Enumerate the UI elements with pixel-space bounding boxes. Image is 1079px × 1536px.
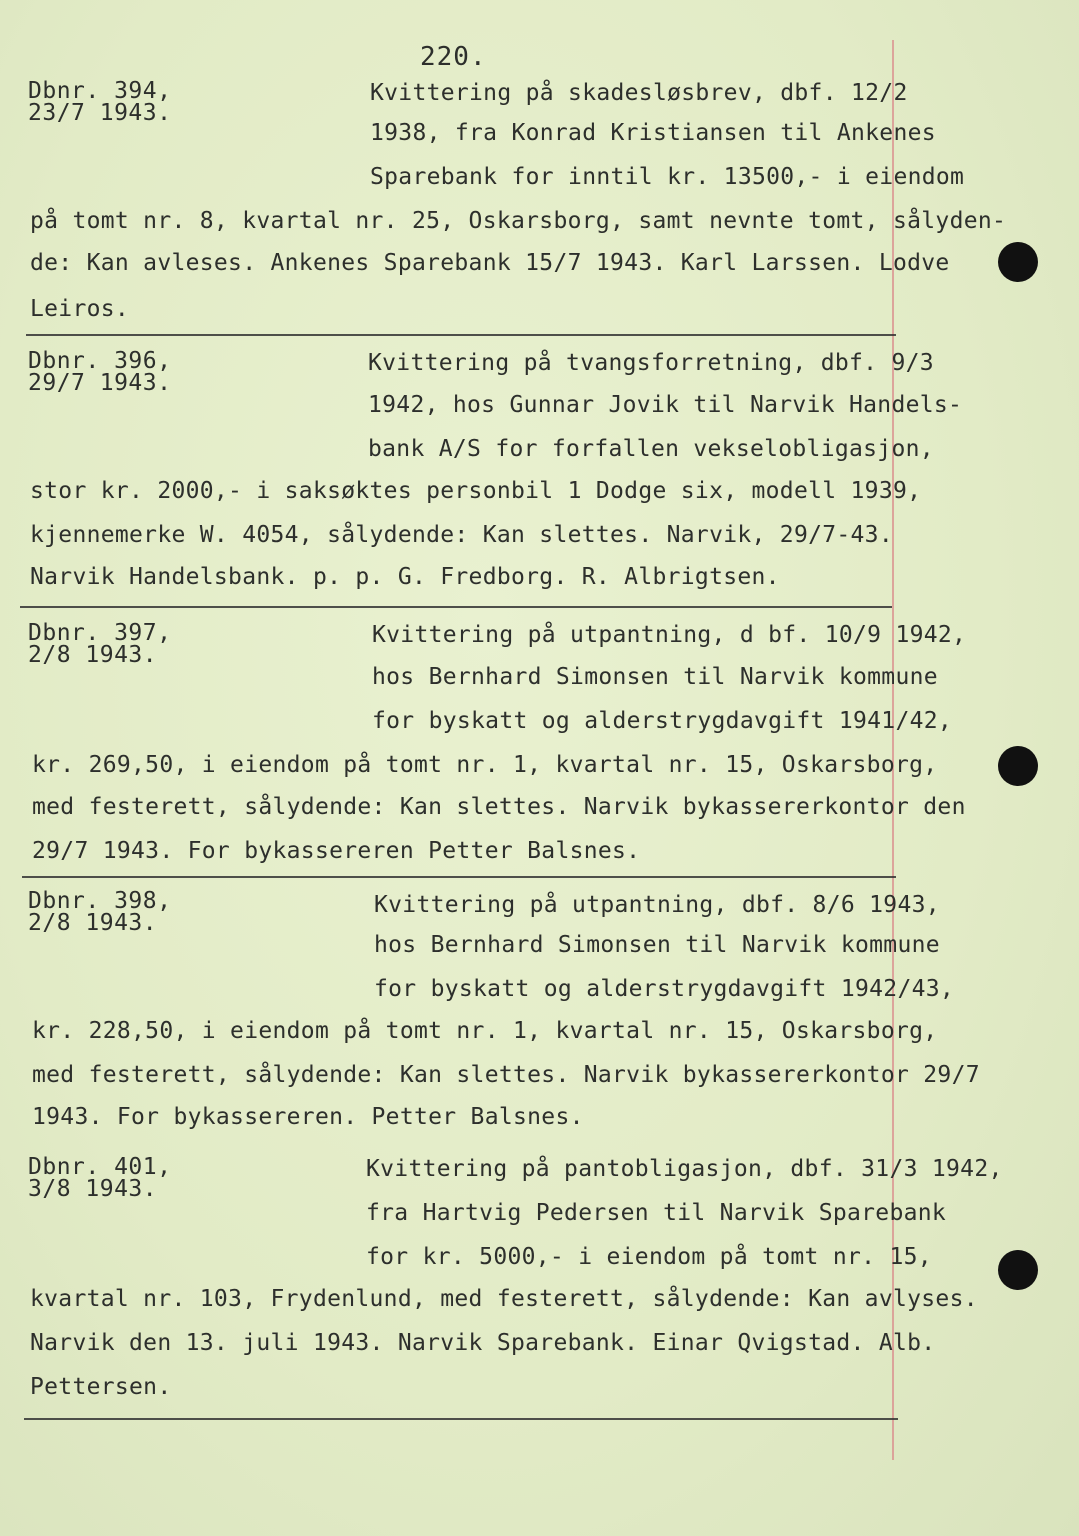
entry-line: 29/7 1943. For bykassereren Petter Balsnes.	[32, 838, 641, 864]
entry-number: Dbnr. 398,	[28, 888, 172, 914]
entry-line: stor kr. 2000,- i saksøktes personbil 1 Dodge six, modell 1939,	[30, 478, 922, 504]
entry-date: 29/7 1943.	[28, 370, 172, 396]
entry-date: 3/8 1943.	[28, 1176, 158, 1202]
entry-line: for byskatt og alderstrygdavgift 1942/43,	[374, 976, 955, 1002]
entry-divider	[20, 606, 892, 608]
entry-line: med festerett, sålydende: Kan slettes. Narvik bykassererkontor 29/7	[32, 1062, 980, 1088]
entry-line: Narvik Handelsbank. p. p. G. Fredborg. R. Albrigtsen.	[30, 564, 780, 590]
entry-line: med festerett, sålydende: Kan slettes. Narvik bykassererkontor den	[32, 794, 966, 820]
entry-date: 2/8 1943.	[28, 642, 158, 668]
entry-line: de: Kan avleses. Ankenes Sparebank 15/7 1943. Karl Larssen. Lodve	[30, 250, 950, 276]
page-number: 220.	[420, 42, 487, 72]
entry-date: 2/8 1943.	[28, 910, 158, 936]
entry-number: Dbnr. 397,	[28, 620, 172, 646]
entry-line: Kvittering på skadesløsbrev, dbf. 12/2	[370, 80, 908, 106]
entry-number: Dbnr. 396,	[28, 348, 172, 374]
entry-reference	[28, 350, 171, 394]
entry-reference	[28, 890, 171, 934]
entry-reference	[28, 80, 171, 124]
entry-line: 1942, hos Gunnar Jovik til Narvik Handels-	[368, 392, 963, 418]
entry-line: Kvittering på utpantning, dbf. 8/6 1943,	[374, 892, 940, 918]
entry-line: bank A/S for forfallen vekselobligasjon,	[368, 436, 934, 462]
entry-line: for byskatt og alderstrygdavgift 1941/42,	[372, 708, 953, 734]
entry-line: på tomt nr. 8, kvartal nr. 25, Oskarsborg, samt nevnte tomt, sålyden-	[30, 208, 1007, 234]
entry-line: for kr. 5000,- i eiendom på tomt nr. 15,	[366, 1244, 932, 1270]
entry-line: kvartal nr. 103, Frydenlund, med festerett, sålydende: Kan avlyses.	[30, 1286, 978, 1312]
entry-number: Dbnr. 394,	[28, 78, 172, 104]
entry-line: Pettersen.	[30, 1374, 172, 1400]
entry-divider	[22, 876, 896, 878]
entry-line: Sparebank for inntil kr. 13500,- i eiendom	[370, 164, 965, 190]
entry-line: 1938, fra Konrad Kristiansen til Ankenes	[370, 120, 936, 146]
entry-line: Kvittering på pantobligasjon, dbf. 31/3 1942,	[366, 1156, 1003, 1182]
entry-line: Kvittering på utpantning, d bf. 10/9 1942,	[372, 622, 967, 648]
entry-line: Leiros.	[30, 296, 130, 322]
entry-line: hos Bernhard Simonsen til Narvik kommune	[372, 664, 938, 690]
entry-number: Dbnr. 401,	[28, 1154, 172, 1180]
entry-line: hos Bernhard Simonsen til Narvik kommune	[374, 932, 940, 958]
entry-line: kjennemerke W. 4054, sålydende: Kan slettes. Narvik, 29/7-43.	[30, 522, 893, 548]
entry-line: kr. 269,50, i eiendom på tomt nr. 1, kvartal nr. 15, Oskarsborg,	[32, 752, 938, 778]
entry-reference	[28, 622, 171, 666]
punch-hole	[998, 242, 1038, 282]
entry-date: 23/7 1943.	[28, 100, 172, 126]
punch-hole	[998, 1250, 1038, 1290]
entry-line: Kvittering på tvangsforretning, dbf. 9/3	[368, 350, 934, 376]
entry-line: kr. 228,50, i eiendom på tomt nr. 1, kvartal nr. 15, Oskarsborg,	[32, 1018, 938, 1044]
entry-line: Narvik den 13. juli 1943. Narvik Sparebank. Einar Qvigstad. Alb.	[30, 1330, 936, 1356]
entry-line: fra Hartvig Pedersen til Narvik Sparebank	[366, 1200, 947, 1226]
entry-reference	[28, 1156, 171, 1200]
entry-line: 1943. For bykassereren. Petter Balsnes.	[32, 1104, 584, 1130]
entry-divider	[24, 1418, 898, 1420]
entry-divider	[26, 334, 896, 336]
punch-hole	[998, 746, 1038, 786]
